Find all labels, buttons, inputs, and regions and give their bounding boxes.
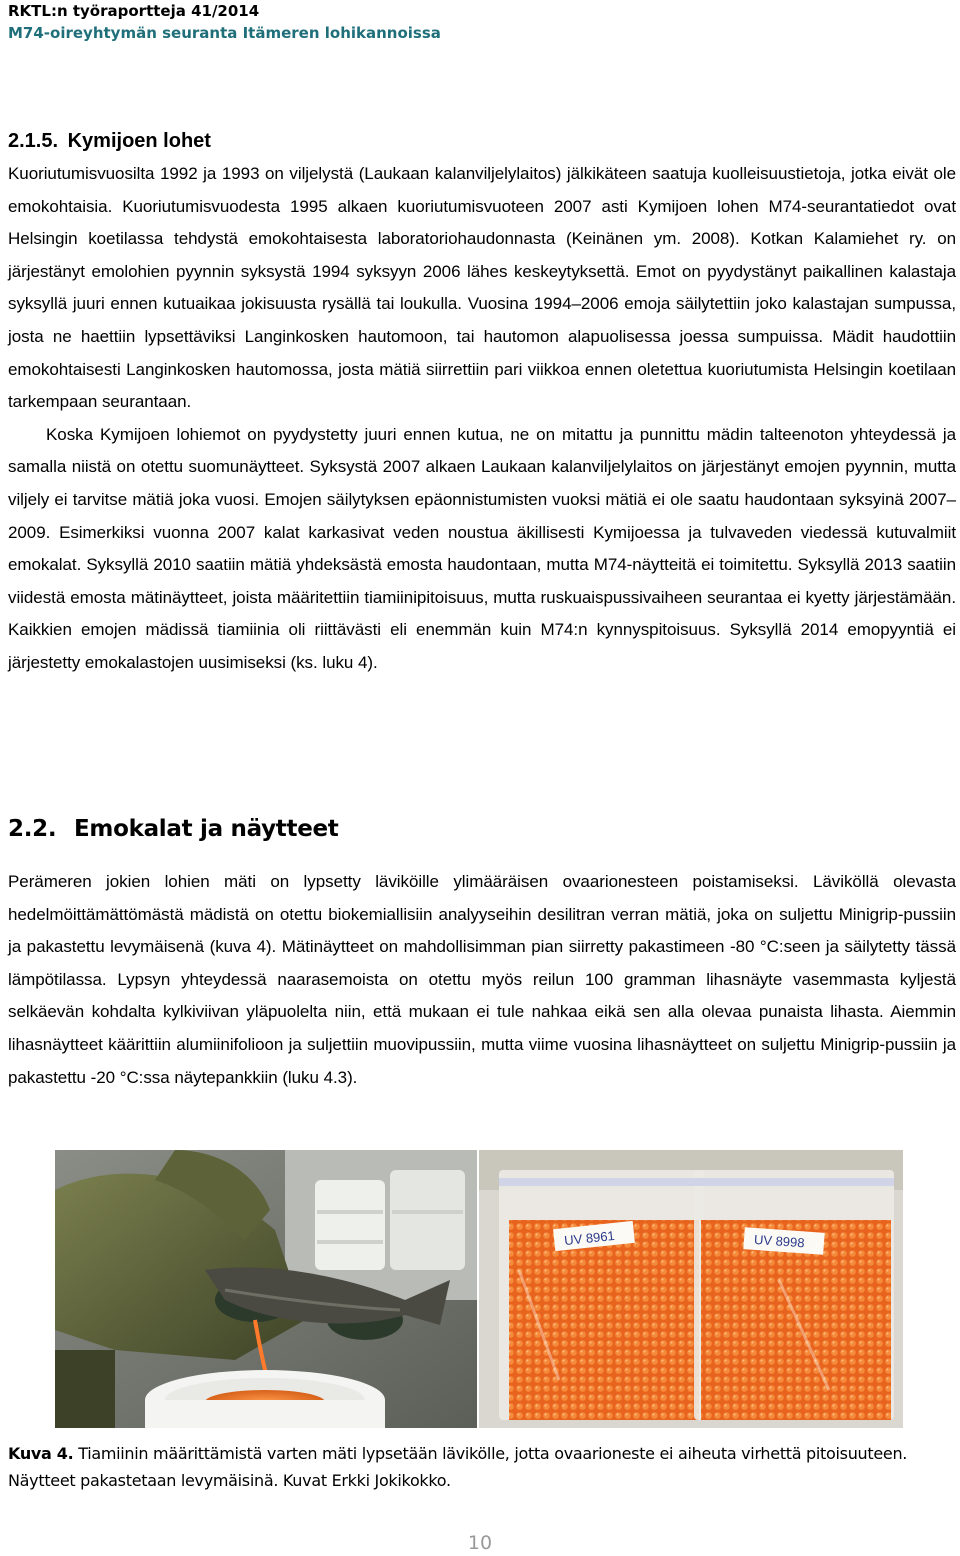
paragraph-part-a: Kuoriutumisvuosilta 1992 ja 1993 on viljelystä (Laukaan kalanviljelylaitos) jälkikäteen saatuja kuolleisuustietoja, jotka eivät ole emokohtaisia. Kuoriutumisvuodesta 1995 alkaen kuoriutumisvuoteen 2007 asti Kymijoen lohen M74-seurantatiedot ovat Helsingin koetilassa tehdystä emokohtaisesta laboratoriohaudonnasta (Keinänen ym. 2008). bbox=[8, 164, 956, 249]
report-series: RKTL:n työraportteja 41/2014 bbox=[8, 2, 260, 20]
paragraph bbox=[8, 158, 956, 419]
caption-label: Kuva 4. bbox=[8, 1444, 74, 1463]
bag-label-2: UV 8998 bbox=[753, 1231, 806, 1251]
running-header bbox=[8, 0, 441, 44]
section-title: Kymijoen lohet bbox=[67, 130, 211, 152]
salmon-stripping-photo bbox=[55, 1150, 477, 1428]
paragraph-part-b: Kotkan Kalamiehet ry. on järjestänyt emolohien pyynnin syksystä 1994 syksyyn 2006 lähes keskeytyksettä. Emot on pyydystänyt paikallinen kalastaja syksyllä juuri ennen kutuaikaa jokisuusta rysällä tai loukulla. Vuosina 1994–2006 emoja säilytettiin joko kalastajan sumpussa, josta ne haettiin lypsettäviksi Langinkosken hautomoon, tai hautomon alapuolisessa joessa sumpuissa. Mädit haudottiin emokohtaisesti Langinkosken hautomossa, josta mätiä siirrettiin pari viikkoa ennen oletettua kuoriutumista Helsingin koetilaan tarkempaan seurantaan. bbox=[8, 229, 957, 412]
section-title: Emokalat ja näytteet bbox=[74, 816, 339, 842]
section-number: 2.2. bbox=[8, 816, 57, 842]
roe-bags-illustration bbox=[479, 1150, 903, 1428]
paragraph: Koska Kymijoen lohiemot on pyydystetty juuri ennen kutua, ne on mitattu ja punnittu mädin talteenoton yhteydessä ja samalla niistä on otettu suomunäytteet. Syksystä 2007 alkaen Laukaan kalanviljelylaitos on järjestänyt emojen pyynnin, mutta viljely ei tarvitse mätiä joka vuosi. Emojen säilytyksen epäonnistumisten vuoksi mätiä ei ole saatu haudontaan syksyinä 2007–2009. Esimerkiksi vuonna 2007 kalat karkasivat veden noustua äkillisesti Kymijoessa ja tulvaveden viedessä kutuvalmiit emokalat. Syksyllä 2010 saatiin mätiä yhdeksästä emosta haudontaan, mutta M74-näytteitä ei toimitettu. Syksyllä 2013 saatiin viidestä emosta mätinäytteet, joista määritettiin tiamiinipitoisuus, mutta ruskuaispussivaiheen seurantaa ei kyetty järjestämään. Kaikkien emojen mädissä tiamiinia oli riittävästi eli enemmän kuin M74:n kynnyspitoisuus. Syksyllä 2014 emopyyntiä ei järjestetty emokalastojen uusimiseksi (ks. luku 4). bbox=[8, 424, 956, 672]
report-title: M74-oireyhtymän seuranta Itämeren lohikannoissa bbox=[8, 24, 441, 42]
section-2-2-body bbox=[8, 866, 956, 1094]
figure-caption bbox=[8, 1440, 956, 1494]
paragraph: Perämeren jokien lohien mäti on lypsetty läviköille ylimääräisen ovaarionesteen poistamiseksi. Läviköllä olevasta hedelmöittämättömästä mädistä on otettu biokemiallisiin analyyseihin desilitran verran mätiä, joka on suljettu Minigrip-pussiin ja pakastettu levymäisenä (kuva 4). Mätinäytteet on mahdollisimman pian siirretty pakastimeen -80 °C:seen ja säilytetty tässä lämpötilassa. Lypsyn yhteydessä naarasemoista on otettu myös reilun 100 gramman lihasnäyte vasemmasta kyljestä selkäevän kohdalta kylkiviivan yläpuolelta niin, että mukaan ei tule nahkaa eikä sen alla olevaa punaista lihasta. Aiemmin lihasnäytteet käärittiin alumiinifolioon ja suljettiin muovipussiin, mutta viime vuosina lihasnäytteet on suljettu Minigrip-pussiin ja pakastettu -20 °C:ssa näytepankkiin (luku 4.3). bbox=[8, 872, 956, 1087]
frozen-roe-bags-photo bbox=[479, 1150, 903, 1428]
section-number: 2.1.5. bbox=[8, 130, 59, 152]
salmon-stripping-illustration bbox=[55, 1150, 477, 1428]
page-number: 10 bbox=[467, 1532, 493, 1554]
section-heading-2-2 bbox=[8, 812, 339, 846]
section-2-1-5-body bbox=[8, 158, 956, 680]
caption-text: Tiamiinin määrittämistä varten mäti lypsetään lävikölle, jotta ovaarioneste ei aiheuta virhettä pitoisuuteen. Näytteet pakastetaan levymäisinä. Kuvat Erkki Jokikokko. bbox=[8, 1444, 908, 1490]
bag-label-1: UV 8961 bbox=[563, 1227, 616, 1249]
section-heading-2-1-5 bbox=[8, 128, 211, 154]
